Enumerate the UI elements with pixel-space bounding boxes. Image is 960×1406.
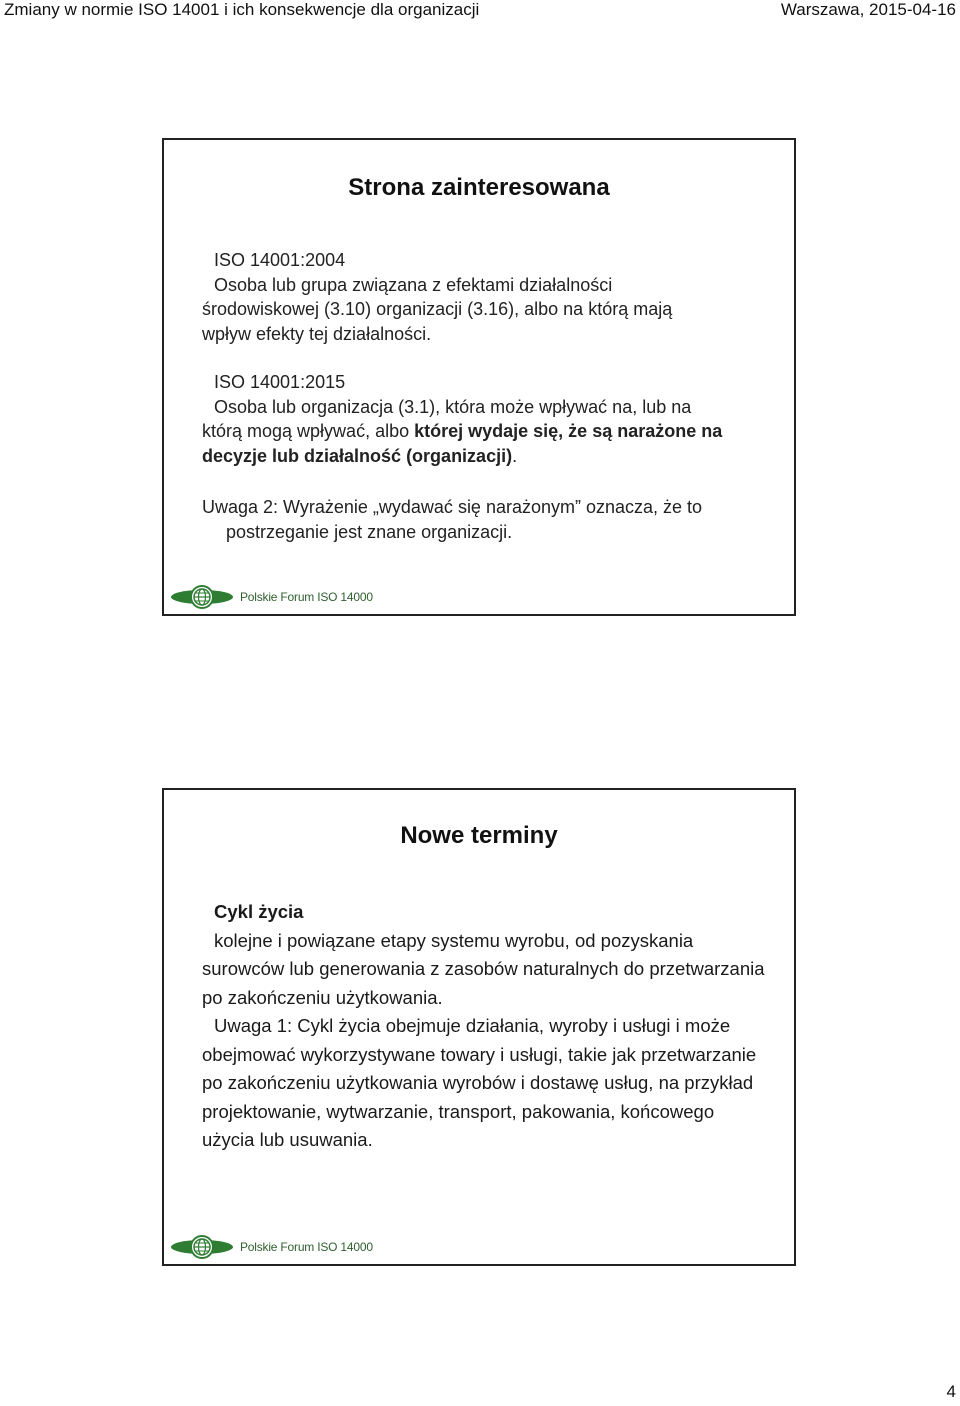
footer-logo (170, 584, 378, 610)
standard-label: ISO 14001:2004 (214, 250, 346, 270)
globe-leaf-icon (170, 585, 234, 609)
term-note-text: Uwaga 1: Cykl życia obejmuje działania, wyroby i usługi i może obejmować wykorzystywane towary i usługi, takie jak przetwarzanie po zakończeniu użytkowania wyrobów i dostawę usług, na przykład projektowanie, wytwarzanie, transport, pakowania, końcowego użycia lub usuwania. (202, 1015, 757, 1150)
footer-logo-text: Polskie Forum ISO 14000 (240, 1240, 373, 1254)
definition-iso-2015 (202, 370, 770, 468)
page-header (0, 0, 960, 24)
definition-line: wpływ efekty tej działalności. (202, 323, 432, 344)
header-date: Warszawa, 2015-04-16 (780, 0, 956, 19)
standard-label: ISO 14001:2015 (214, 372, 346, 392)
term-definition-text: kolejne i powiązane etapy systemu wyrobu, od pozyskania surowców lub generowania z zasobów naturalnych do przetwarzania po zakończeniu użytkowania. (202, 929, 765, 1008)
note-2 (202, 495, 770, 544)
definition-text: którą mogą wpływać, albo (202, 421, 415, 441)
definition-text: . (512, 445, 518, 466)
note-text: Uwaga 2: Wyrażenie „wydawać się narażonym” oznacza, że to postrzeganie jest znane organizacji. (202, 497, 703, 542)
slide-title: Nowe terminy (400, 822, 558, 849)
slide-nowe-terminy (162, 788, 796, 1266)
header-document-title: Zmiany w normie ISO 14001 i ich konsekwencje dla organizacji (4, 0, 480, 19)
definition-line (202, 444, 770, 469)
definition-iso-2004 (202, 248, 770, 346)
term-label: Cykl życia (214, 901, 304, 922)
page-number: 4 (946, 1382, 956, 1401)
term-definition (202, 898, 770, 1155)
definition-emphasis: decyzje lub działalność (organizacji) (202, 445, 513, 466)
slide-strona-zainteresowana (162, 138, 796, 616)
definition-line (202, 419, 770, 444)
slide-title: Strona zainteresowana (348, 174, 610, 201)
definition-emphasis: której wydaje się, że są narażone na (414, 421, 723, 441)
globe-leaf-icon (170, 1235, 234, 1259)
footer-logo-text: Polskie Forum ISO 14000 (240, 590, 373, 604)
definition-line: Osoba lub organizacja (3.1), która może wpływać na, lub na (214, 396, 692, 417)
definition-line: środowiskowej (3.10) organizacji (3.16), albo na którą mają (202, 299, 673, 319)
definition-line: Osoba lub grupa związana z efektami działalności (214, 274, 613, 295)
footer-logo (170, 1234, 378, 1260)
